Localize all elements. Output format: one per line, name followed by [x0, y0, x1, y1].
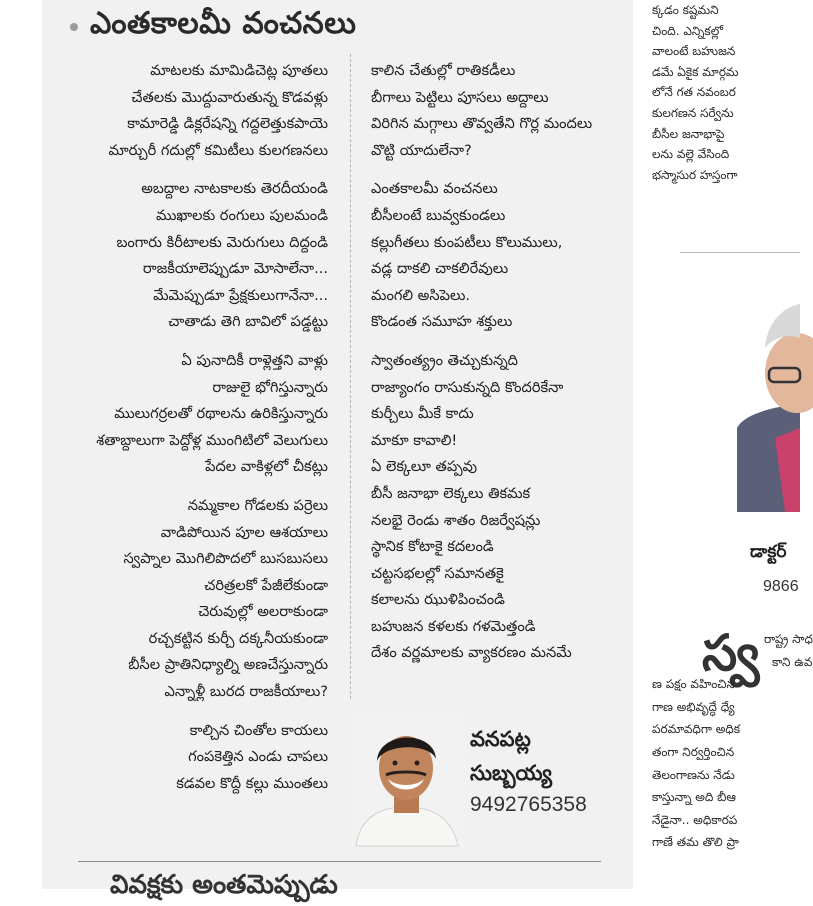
bottom-rule — [78, 861, 601, 862]
author-first-name: వనపట్ల — [470, 727, 531, 751]
poem-line: విరిగిన మగ్గాలు తొవ్వతేని గొర్ల మందలు — [371, 115, 593, 133]
article-line: భస్మాసుర హస్తంగా — [652, 167, 738, 182]
stanza — [371, 58, 621, 164]
poem-line: శతాబ్దాలుగా పెద్దోళ్ల ముంగిటిలో వెలుగులు — [96, 431, 328, 449]
poem-line: మార్చురీ గదుల్లో కమిటీలు కులగణనలు — [108, 141, 328, 159]
next-article-body — [652, 624, 813, 854]
stanza — [50, 493, 328, 706]
poem-line: చట్టసభలల్లో సమానతకై — [371, 564, 504, 582]
bottom-heading-text: వివక్షకు అంతమెప్పుడు — [110, 870, 338, 900]
article-line: లోనే గత నవంబర — [652, 85, 736, 100]
poem-line: కొండంత సమూహ శక్తులు — [371, 313, 513, 331]
author-portrait-icon — [350, 713, 463, 846]
article-line: కులగణన సర్వేను — [652, 105, 734, 120]
poem-line: రాజులై భోగిస్తున్నారు — [212, 378, 328, 396]
poem-line: రాజ్యాంగం రాసుకున్నది కొందరికేనా — [371, 378, 564, 396]
poem-line: మాకూ కావాలి! — [371, 431, 458, 449]
poem-line: పేదల వాకిళ్లలో చీకట్లు — [205, 458, 328, 476]
poem-line: కాలిన చేతుల్లో రాతికడీలు — [371, 62, 516, 79]
columnist-portrait-icon — [727, 278, 800, 512]
poem-line: చేతలకు మొద్దువారుతున్న కొడవళ్లు — [131, 88, 328, 106]
poem-line: కల్లుగీతలు కుంపటీలు కొలుములు, — [371, 233, 563, 251]
author-last-name: సుబ్బయ్య — [470, 761, 552, 785]
stanza — [50, 718, 328, 798]
poem-line: ఎన్నాళ్లీ బురద రాజకీయాలు? — [164, 683, 328, 701]
poem-line: కలాలను ఝుళిపించండి — [371, 591, 505, 609]
poem-line: బీసీల ప్రాతినిధ్యాల్ని అణచేస్తున్నారు — [128, 656, 328, 674]
column-divider — [350, 54, 351, 699]
left-margin — [0, 0, 42, 889]
poem-line: మేమెప్పుడూ ప్రేక్షకులుగానేనా... — [153, 286, 328, 304]
poem-title: ఎంతకాలమీ వంచనలు — [90, 6, 357, 41]
poem-line: వాడిపోయిన పూల ఆశయాలు — [160, 523, 328, 541]
author-name — [470, 722, 552, 790]
article-line: గాణే తమ తొలి ప్రా — [652, 835, 739, 850]
poem-line: బహుజన కళలకు గళమెత్తండి — [371, 617, 536, 635]
poem-line: స్వప్నాల మొగిలిపొదలో బుసబుసలు — [123, 550, 328, 568]
article-line: తెలంగాణను నేడు — [652, 767, 735, 782]
poem-line: ముఖాలకు రంగులు పులమండి — [155, 206, 328, 224]
poem-line: బీసీ జనాభా లెక్కలు తికమక — [371, 484, 531, 502]
stanza — [50, 176, 328, 336]
article-line: బీసీల జనాభాపై — [652, 126, 725, 141]
poem-line: వొట్టి యాదులేనా? — [371, 141, 472, 159]
poem-line: కుర్చీలు మీకే కాదు — [371, 405, 474, 423]
poem-line: గంపకెత్తిన ఎండు చాపలు — [188, 748, 328, 766]
poem-heading — [70, 6, 356, 48]
poem-line: నమ్మకాల గోడలకు పర్రెలు — [187, 496, 328, 514]
article-line: కాని ఉవ — [772, 654, 813, 669]
poem-line: నలభై రెండు శాతం రిజర్వేషన్లు — [371, 511, 541, 529]
poem-line: కడవల కొద్దీ కల్లు ముంతలు — [176, 774, 328, 792]
article-line: డమే ఏకైక మార్గమ — [652, 64, 739, 79]
stanza — [50, 348, 328, 481]
author-phone: 9492765358 — [470, 793, 587, 816]
poem-line: బీసీలంటే బువ్వకుండలు — [371, 206, 506, 224]
columnist-photo — [727, 278, 800, 512]
author-photo — [350, 713, 463, 846]
article-line: క్కడం కష్టమని — [652, 3, 719, 17]
columnist-name: డాక్టర్ — [750, 542, 787, 562]
poem-line: ఏ పునాదికీ రాళ్లెత్తని వాళ్లు — [181, 351, 328, 369]
poem-right-column — [371, 58, 621, 679]
article-line: తంగా నిర్వర్తించిన — [652, 744, 735, 759]
stanza — [50, 58, 328, 164]
poem-left-column — [50, 58, 328, 809]
poem-line: బీగాలు పెట్టిలు పూసలు అద్దాలు — [371, 88, 549, 106]
stanza — [371, 176, 621, 336]
poem-line: ములుగర్రలతో రథాలను ఉరికిస్తున్నారు — [114, 405, 328, 423]
article-line: కాస్తున్నా అది బీఆ — [652, 790, 736, 805]
poem-line: ఎంతకాలమీ వంచనలు — [371, 180, 498, 198]
article-line: పరమావధిగా అధిక — [652, 722, 741, 737]
poem-line: చాతాడు తెగి బావిలో పడ్డట్టు — [168, 313, 328, 331]
poem-line: బంగారు కిరీటాలకు మెరుగులు దిద్దండి — [116, 233, 328, 251]
poem-line: ఏ లెక్కలూ తప్పవు — [371, 458, 478, 476]
poem-line: స్వాతంత్య్రం తెచ్చుకున్నది — [371, 351, 518, 369]
poem-line: మాటలకు మామిడిచెట్ల పూతలు — [150, 62, 328, 79]
poem-line: దేశం వర్ణమాలకు వ్యాకరణం మనమే — [371, 644, 572, 662]
poem-line: మంగలి అసిపెలు. — [371, 286, 471, 304]
poem-line: రచ్చకట్టిన కుర్చీ దక్కనీయకుండా — [148, 629, 328, 647]
poem-line: చెరువుల్లో అలరాకుండా — [198, 603, 328, 621]
bottom-heading — [110, 870, 430, 900]
poem-line: స్థానిక కోటాకై కదలండి — [371, 538, 494, 556]
poem-line: కామారెడ్డి డిక్లరేషన్ని గద్దలెత్తుకపాయె — [127, 115, 328, 133]
article-line: చింది. ఎన్నికల్లో — [652, 23, 724, 38]
poem-line: వడ్ల దాకలి చాకలిరేవులు — [371, 260, 509, 278]
columnist-phone: 9866 — [763, 578, 799, 595]
drop-cap: స్వ — [702, 624, 760, 682]
article-line: లను వల్లె వేసింది — [652, 147, 730, 162]
stanza — [371, 348, 621, 667]
article-line: ణ పక్షం వహించిన — [652, 677, 735, 692]
article-line: నేడైనా.. అధికారప — [652, 812, 738, 827]
poem-line: అబద్దాల నాటకాలకు తెరదీయండి — [141, 180, 328, 198]
poem-line: కాల్చిన చింతోల కాయలు — [189, 721, 328, 739]
article-line: గాణ అభివృద్ధే ధ్యే — [652, 699, 735, 714]
next-article-column — [652, 0, 813, 889]
next-article-top — [652, 0, 739, 185]
poem-line: చరిత్రలకో పేజీలేకుండా — [204, 576, 328, 594]
article-line: వాలంటే బహుజన — [652, 44, 736, 59]
right-separator — [680, 252, 800, 253]
poem-line: రాజకీయాలెప్పుడూ మోసాలేనా... — [142, 260, 328, 278]
article-line: రాష్ట్ర సాధ — [764, 632, 813, 646]
bullet-icon — [70, 23, 78, 31]
